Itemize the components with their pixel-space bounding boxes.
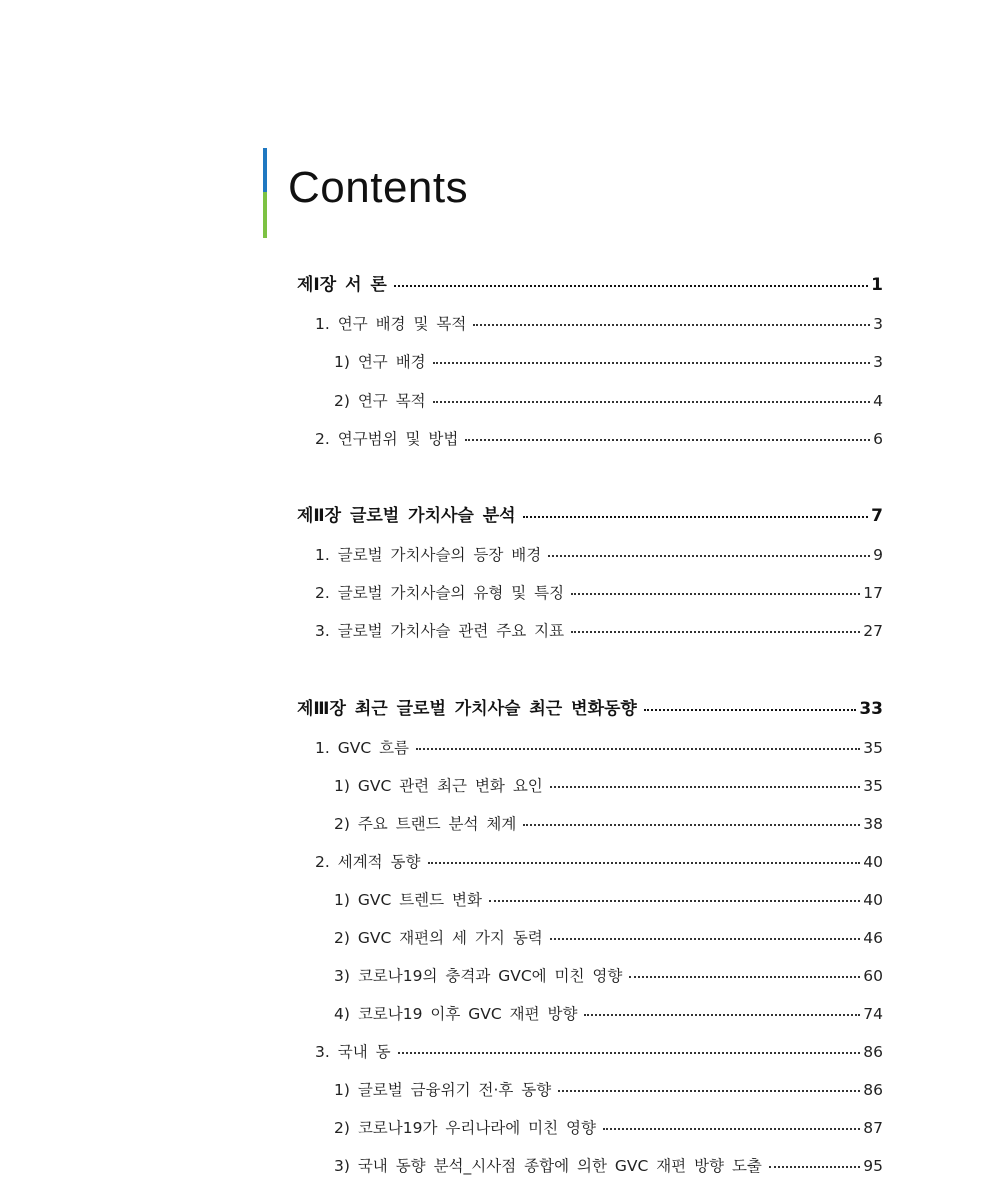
toc-page-number: 6 — [873, 430, 883, 448]
toc-page-number: 7 — [871, 506, 883, 526]
dot-leader — [769, 1166, 860, 1168]
dot-leader — [433, 362, 870, 364]
toc-page-number: 74 — [863, 1005, 883, 1023]
toc-section-entry[interactable] — [315, 1040, 883, 1064]
toc-entry-title: 1. 연구 배경 및 목적 — [315, 315, 467, 333]
toc-entry-title: 1. GVC 흐름 — [315, 739, 410, 757]
toc-sub-entry[interactable] — [334, 1154, 883, 1178]
toc-entry-title: 3. 글로벌 가치사슬 관련 주요 지표 — [315, 622, 565, 640]
toc-chapter-entry[interactable] — [297, 697, 883, 721]
toc-page-number: 17 — [863, 584, 883, 602]
toc-entry-title: 2) 연구 목적 — [334, 392, 426, 410]
dot-leader — [523, 824, 860, 826]
dot-leader — [571, 631, 860, 633]
toc-page-number: 95 — [863, 1157, 883, 1175]
toc-page-number: 35 — [863, 739, 883, 757]
toc-entry-title: 2. 세계적 동향 — [315, 853, 421, 871]
toc-section-entry[interactable] — [315, 427, 883, 451]
dot-leader — [603, 1128, 860, 1130]
toc-entry-title: 2) 코로나19가 우리나라에 미친 영향 — [334, 1119, 596, 1137]
dot-leader — [394, 285, 868, 287]
toc-sub-entry[interactable] — [334, 926, 883, 950]
toc-entry-title: 2. 연구범위 및 방법 — [315, 430, 459, 448]
toc-section-entry[interactable] — [315, 312, 883, 336]
dot-leader — [523, 516, 869, 518]
toc-page-number: 86 — [863, 1081, 883, 1099]
toc-section-entry[interactable] — [315, 736, 883, 760]
dot-leader — [428, 862, 861, 864]
toc-page-number: 4 — [873, 392, 883, 410]
toc-page-number: 35 — [863, 777, 883, 795]
dot-leader — [584, 1014, 860, 1016]
toc-page-number: 40 — [863, 853, 883, 871]
toc-page-number: 3 — [873, 315, 883, 333]
toc-entry-title: 2. 글로벌 가치사슬의 유형 및 특징 — [315, 584, 565, 602]
toc-page-number: 33 — [859, 699, 883, 719]
page-title: Contents — [288, 163, 469, 212]
dot-leader — [571, 593, 860, 595]
toc-page-number: 3 — [873, 353, 883, 371]
toc-page-number: 46 — [863, 929, 883, 947]
dot-leader — [489, 900, 860, 902]
toc-entry-title: 2) GVC 재편의 세 가지 동력 — [334, 929, 543, 947]
toc-page-number: 60 — [863, 967, 883, 985]
toc-entry-title: 4) 코로나19 이후 GVC 재편 방향 — [334, 1005, 578, 1023]
dot-leader — [644, 709, 856, 711]
toc-entry-title: 3) 국내 동향 분석_시사점 종합에 의한 GVC 재편 방향 도출 — [334, 1157, 762, 1175]
toc-section-entry[interactable] — [315, 543, 883, 567]
dot-leader — [548, 555, 870, 557]
toc-page-number: 38 — [863, 815, 883, 833]
dot-leader — [558, 1090, 860, 1092]
toc-entry-title: 1) 연구 배경 — [334, 353, 426, 371]
dot-leader — [398, 1052, 861, 1054]
toc-entry-title: 1) 글로벌 금융위기 전·후 동향 — [334, 1081, 552, 1099]
toc-page-number: 9 — [873, 546, 883, 564]
toc-entry-title: 3. 국내 동 — [315, 1043, 391, 1061]
dot-leader — [550, 938, 861, 940]
dot-leader — [550, 786, 861, 788]
dot-leader — [473, 324, 870, 326]
dot-leader — [629, 976, 860, 978]
toc-entry-title: 제Ⅱ장 글로벌 가치사슬 분석 — [297, 506, 516, 526]
toc-section-entry[interactable] — [315, 619, 883, 643]
toc-sub-entry[interactable] — [334, 1116, 883, 1140]
toc-entry-title: 제Ⅲ장 최근 글로벌 가치사슬 최근 변화동향 — [297, 699, 637, 719]
toc-page-number: 86 — [863, 1043, 883, 1061]
toc-entry-title: 1) GVC 트렌드 변화 — [334, 891, 482, 909]
toc-page-number: 87 — [863, 1119, 883, 1137]
toc-page-number: 40 — [863, 891, 883, 909]
toc-sub-entry[interactable] — [334, 888, 883, 912]
toc-sub-entry[interactable] — [334, 350, 883, 374]
toc-sub-entry[interactable] — [334, 812, 883, 836]
toc-sub-entry[interactable] — [334, 1078, 883, 1102]
toc-entry-title: 3) 코로나19의 충격과 GVC에 미친 영향 — [334, 967, 623, 985]
dot-leader — [465, 439, 870, 441]
toc-section-entry[interactable] — [315, 850, 883, 874]
toc-sub-entry[interactable] — [334, 389, 883, 413]
toc-entry-title: 1. 글로벌 가치사슬의 등장 배경 — [315, 546, 542, 564]
toc-page-number: 1 — [871, 275, 883, 295]
toc-page-number: 27 — [863, 622, 883, 640]
toc-chapter-entry[interactable] — [297, 504, 883, 528]
toc-sub-entry[interactable] — [334, 1002, 883, 1026]
dot-leader — [433, 401, 870, 403]
dot-leader — [416, 748, 860, 750]
toc-sub-entry[interactable] — [334, 774, 883, 798]
toc-sub-entry[interactable] — [334, 964, 883, 988]
toc-chapter-entry[interactable] — [297, 273, 883, 297]
toc-entry-title: 2) 주요 트랜드 분석 체계 — [334, 815, 517, 833]
toc-entry-title: 1) GVC 관련 최근 변화 요인 — [334, 777, 543, 795]
toc-section-entry[interactable] — [315, 581, 883, 605]
toc-entry-title: 제Ⅰ장 서 론 — [297, 275, 387, 295]
